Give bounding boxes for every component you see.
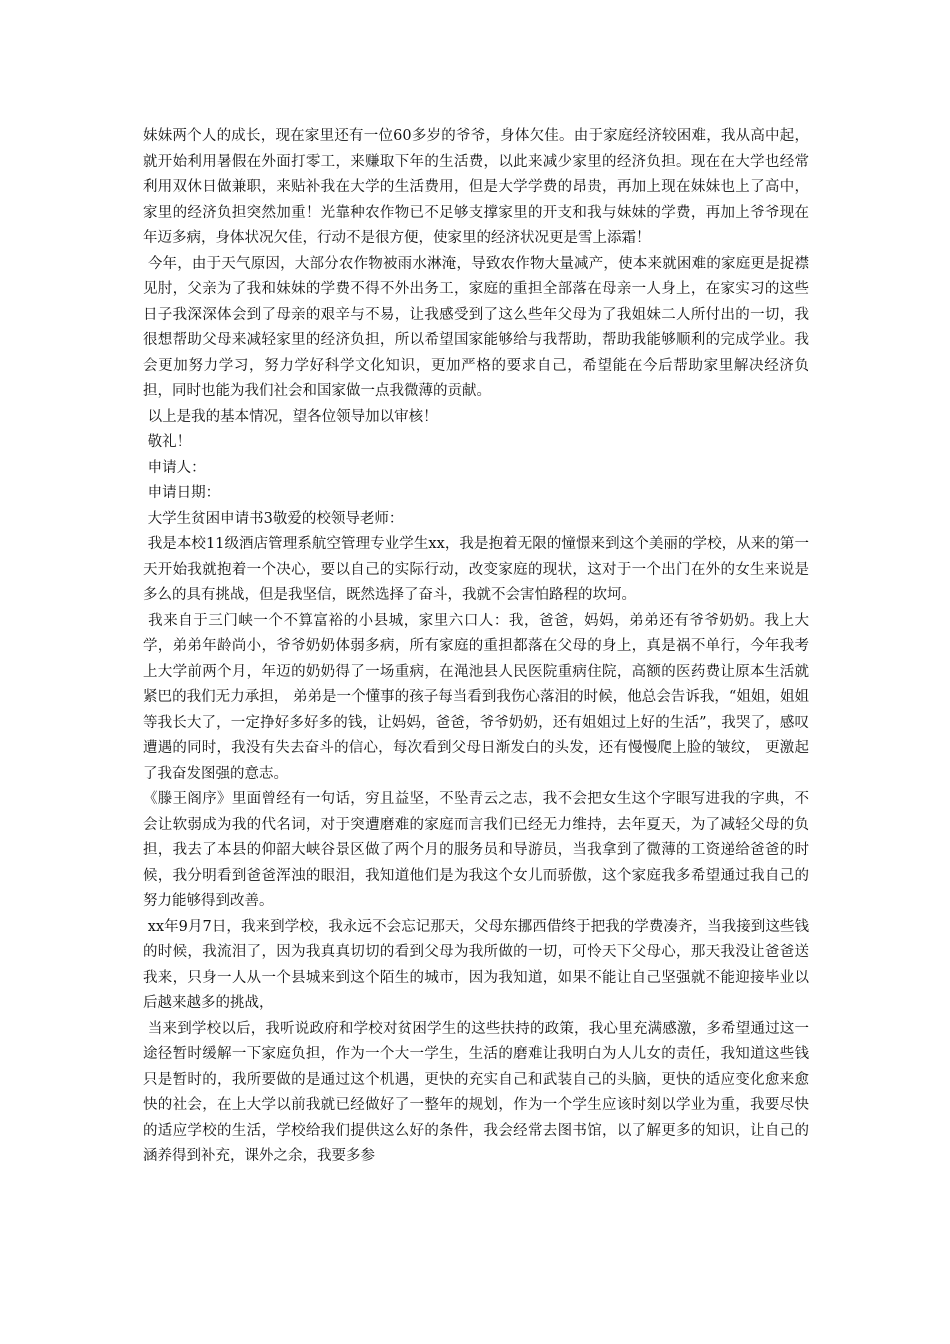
paragraph-family-situation: 妹妹两个人的成长，现在家里还有一位60多岁的爷爷，身体欠佳。由于家庭经济较困难，我从高中起，就开始利用暑假在外面打零工，来赚取下年的生活费，以此来减少家里的经济负担。现在在大学也经常利用双休日做兼职，来贴补我在大学的生活费用，但是大学学费的昂贵，再加上现在妹妹也上了高中，家里的经济负担突然加重！光靠种农作物已不足够支撑家里的开支和我与妹妹的学费，再加上爷爷现在年迈多病，身体状况欠佳，行动不是很方便，使家里的经济状况更是雪上添霜！ — [143, 128, 809, 246]
paragraph-this-year: 今年，由于天气原因，大部分农作物被雨水淋淹，导致农作物大量减产，使本来就困难的家庭更是捉襟见肘，父亲为了我和妹妹的学费不得不外出务工，家庭的重担全部落在母亲一人身上，在家实习的这些日子我深深体会到了母亲的艰辛与不易，让我感受到了这么些年父母为了我姐妹二人所付出的一切，我很想帮助父母来减轻家里的经济负担，所以希望国家能够给与我帮助，帮助我能够顺利的完成学业。我会更加努力学习，努力学好科学文化知识，更加严格的要求自己，希望能在今后帮助家里解决经济负担，同时也能为我们社会和国家做一点我微薄的贡献。 — [143, 255, 810, 399]
paragraph-letter-3-heading: 大学生贫困申请书3敬爱的校领导老师： — [143, 510, 404, 527]
document-page — [143, 124, 809, 1170]
paragraph-school-plans: 当来到学校以后，我听说政府和学校对贫困学生的这些扶持的政策，我心里充满感激，多希望通过这一途径暂时缓解一下家庭负担，作为一个大一学生，生活的磨难让我明白为人儿女的责任，我知道这些钱只是暂时的，我所要做的是通过这个机遇，更快的充实自己和武装自己的头脑，更快的适应变化愈来愈快的社会，在上大学以前我就已经做好了一整年的规划，作为一个学生应该时刻以学业为重，我要尽快的适应学校的生活，学校给我们提供这么好的条件，我会经常去图书馆，以了解更多的知识，让自己的涵养得到补充，课外之余，我要多参 — [143, 1020, 810, 1164]
paragraph-hometown: 我来自于三门峡一个不算富裕的小县城，家里六口人：我，爸爸，妈妈，弟弟还有爷爷奶奶。我上大学，弟弟年龄尚小，爷爷奶奶体弱多病，所有家庭的重担都落在父母的身上，真是祸不单行，今年我考上大学前两个月，年迈的奶奶得了一场重病，在渑池县人民医院重病住院，高额的医药费让原本生活就紧巴的我们无力承担， 弟弟是一个懂事的孩子每当看到我伤心落泪的时候，他总会告诉我，“姐姐，姐姐等我长大了，一定挣好多好多的钱，让妈妈，爸爸，爷爷奶奶，还有姐姐过上好的生活”，我哭了，感叹遭遇的同时，我没有失去奋斗的信心，每次看到父母日渐发白的头发，还有慢慢爬上脸的皱纹， 更激起了我奋发图强的意志。 — [143, 612, 810, 782]
paragraph-tengwangge-quote: 《滕王阁序》里面曾经有一句话，穷且益坚，不坠青云之志，我不会把女生这个字眼写进我的字典，不会让软弱成为我的代名词，对于突遭磨难的家庭而言我们已经无力维持，去年夏天，为了减轻父母的负担，我去了本县的仰韶大峡谷景区做了两个月的服务员和导游员，当我拿到了微薄的工资递给爸爸的时候，我分明看到爸爸浑浊的眼泪，我知道他们是为我这个女儿而骄傲，这个家庭我多希望通过我自己的努力能够得到改善。 — [143, 791, 809, 909]
paragraph-self-introduction: 我是本校11级酒店管理系航空管理专业学生xx，我是抱着无限的憧憬来到这个美丽的学校，从来的第一天开始我就抱着一个决心，要以自己的实际行动，改变家庭的现状，这对于一个出门在外的女生来说是多么的具有挑战，但是我坚信，既然选择了奋斗，我就不会害怕路程的坎坷。 — [143, 536, 809, 603]
paragraph-application-date: 申请日期： — [143, 485, 221, 501]
paragraph-arrival-date: xx年9月7日，我来到学校，我永远不会忘记那天，父母东挪西借终于把我的学费凑齐，当我接到这些钱的时候，我流泪了，因为我真真切切的看到父母为我所做的一切，可怜天下父母心，那天我没让爸爸送我来，只身一人从一个县城来到这个陌生的城市，因为我知道，如果不能让自己坚强就不能迎接毕业以后越来越多的挑战， — [143, 918, 810, 1011]
paragraph-request-review: 以上是我的基本情况，望各位领导加以审核！ — [143, 408, 438, 425]
paragraph-applicant: 申请人： — [143, 459, 206, 476]
paragraph-salutation: 敬礼！ — [143, 434, 192, 450]
